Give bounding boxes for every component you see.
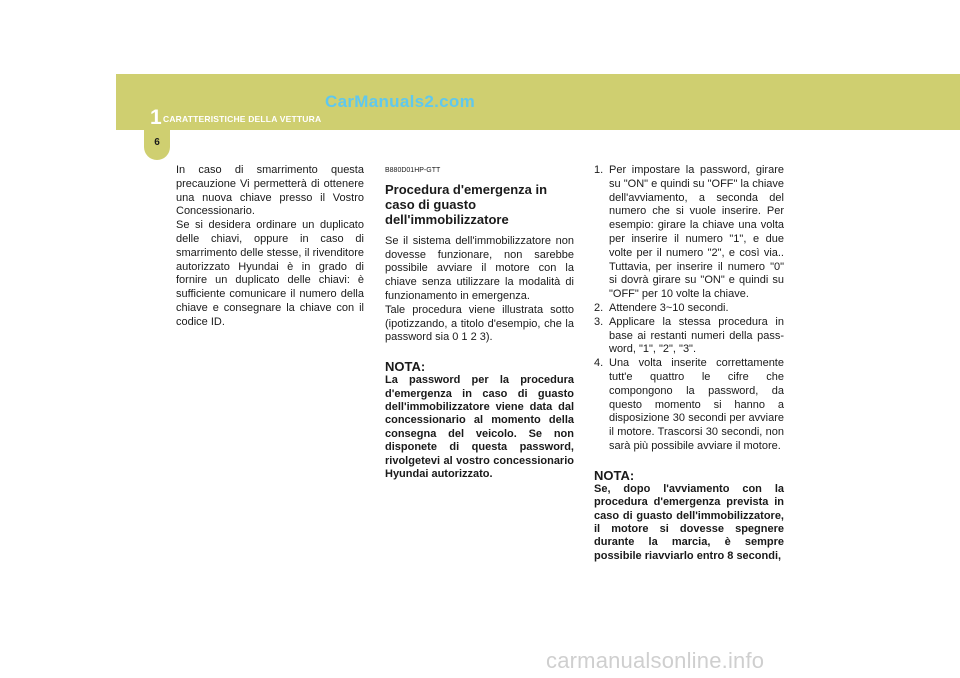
section-code: B880D01HP-GTT [385, 167, 441, 174]
column-left [176, 164, 364, 330]
step-text: Applicare la stessa procedura in base ai restanti numeri della pass-word, "1", "2", "3". [609, 315, 784, 356]
column-right [594, 164, 784, 563]
step-item [594, 164, 784, 302]
paragraph: Tale procedura viene illustrata sotto (ipotizzando, a titolo d'esempio, che la password sia 0 1 2 3). [385, 303, 574, 344]
column-middle [385, 164, 574, 481]
paragraph: In caso di smarrimento questa precauzione Vi permetterà di ottenere una nuova chiave presso il Vostro Concessionario. [176, 164, 364, 218]
chapter-title: CARATTERISTICHE DELLA VETTURA [163, 114, 322, 124]
watermark-link[interactable]: CarManuals2.com [325, 92, 475, 111]
step-item [594, 302, 784, 316]
note-label: NOTA: [385, 359, 426, 375]
footer-watermark: carmanualsonline.info [546, 648, 765, 673]
step-number: 2. [594, 301, 604, 314]
note-text: Se, dopo l'avviamento con la procedura d'emergenza prevista in caso di guasto dell'immobilizzatore, il motore si dovesse spegnere durante la marcia, è sempre possibile riavviarlo entro 8 secondi, [594, 482, 784, 562]
paragraph: Se si desidera ordinare un duplicato delle chiavi, oppure in caso di smarrimento delle stesse, il rivenditore autorizzato Hyundai è in grado di fornire un duplicato delle chiavi: è sufficiente comunicare il numero della chiave e consegnare la chiave con il codice ID. [176, 219, 364, 328]
step-number: 4. [594, 357, 604, 370]
note-label: NOTA: [594, 467, 635, 483]
note-text: La password per la procedura d'emergenza in caso di guasto dell'immobilizzatore viene data dal concessionario al momento della consegna del veicolo. Se non disponete di questa password, rivolgetevi al vostro concessionario Hyundai autorizzato. [385, 374, 574, 481]
step-number: 1. [594, 164, 604, 176]
step-item [594, 316, 784, 357]
step-text: Una volta inserite correttamente tutt'e quattro le cifre che compongono la password, da questo momento si hanno a disposizione 30 secondi per avviare il motore. Trascorsi 30 secondi, non sarà più possibile avviare il motore. [609, 357, 784, 452]
paragraph: Se il sistema dell'immobilizzatore non dovesse funzionare, non sarebbe possibile avviare il motore con la chiave senza utilizzare la modalità di funzionamento in emergenza. [385, 234, 574, 302]
step-text: Attendere 3~10 secondi. [609, 301, 729, 314]
steps-list [594, 164, 784, 454]
step-text: Per impostare la password, girare su "ON" e quindi su "OFF" la chiave dell'avviamento, a seconda del numero che si vuole inserire. Per esempio: girare la chiave una volta per inserire il numero "1", e due volte per il numero "2", e così via.. Tuttavia, per inserire il numero "0" si dovrà girare su "ON" e quindi su "OFF" per 10 volte la chiave. [609, 164, 784, 301]
step-item [594, 357, 784, 454]
section-heading: Procedura d'emergenza in caso di guasto dell'immobilizzatore [385, 181, 548, 227]
chapter-number: 1 [150, 106, 162, 129]
page-number: 6 [154, 137, 160, 148]
step-number: 3. [594, 315, 604, 328]
